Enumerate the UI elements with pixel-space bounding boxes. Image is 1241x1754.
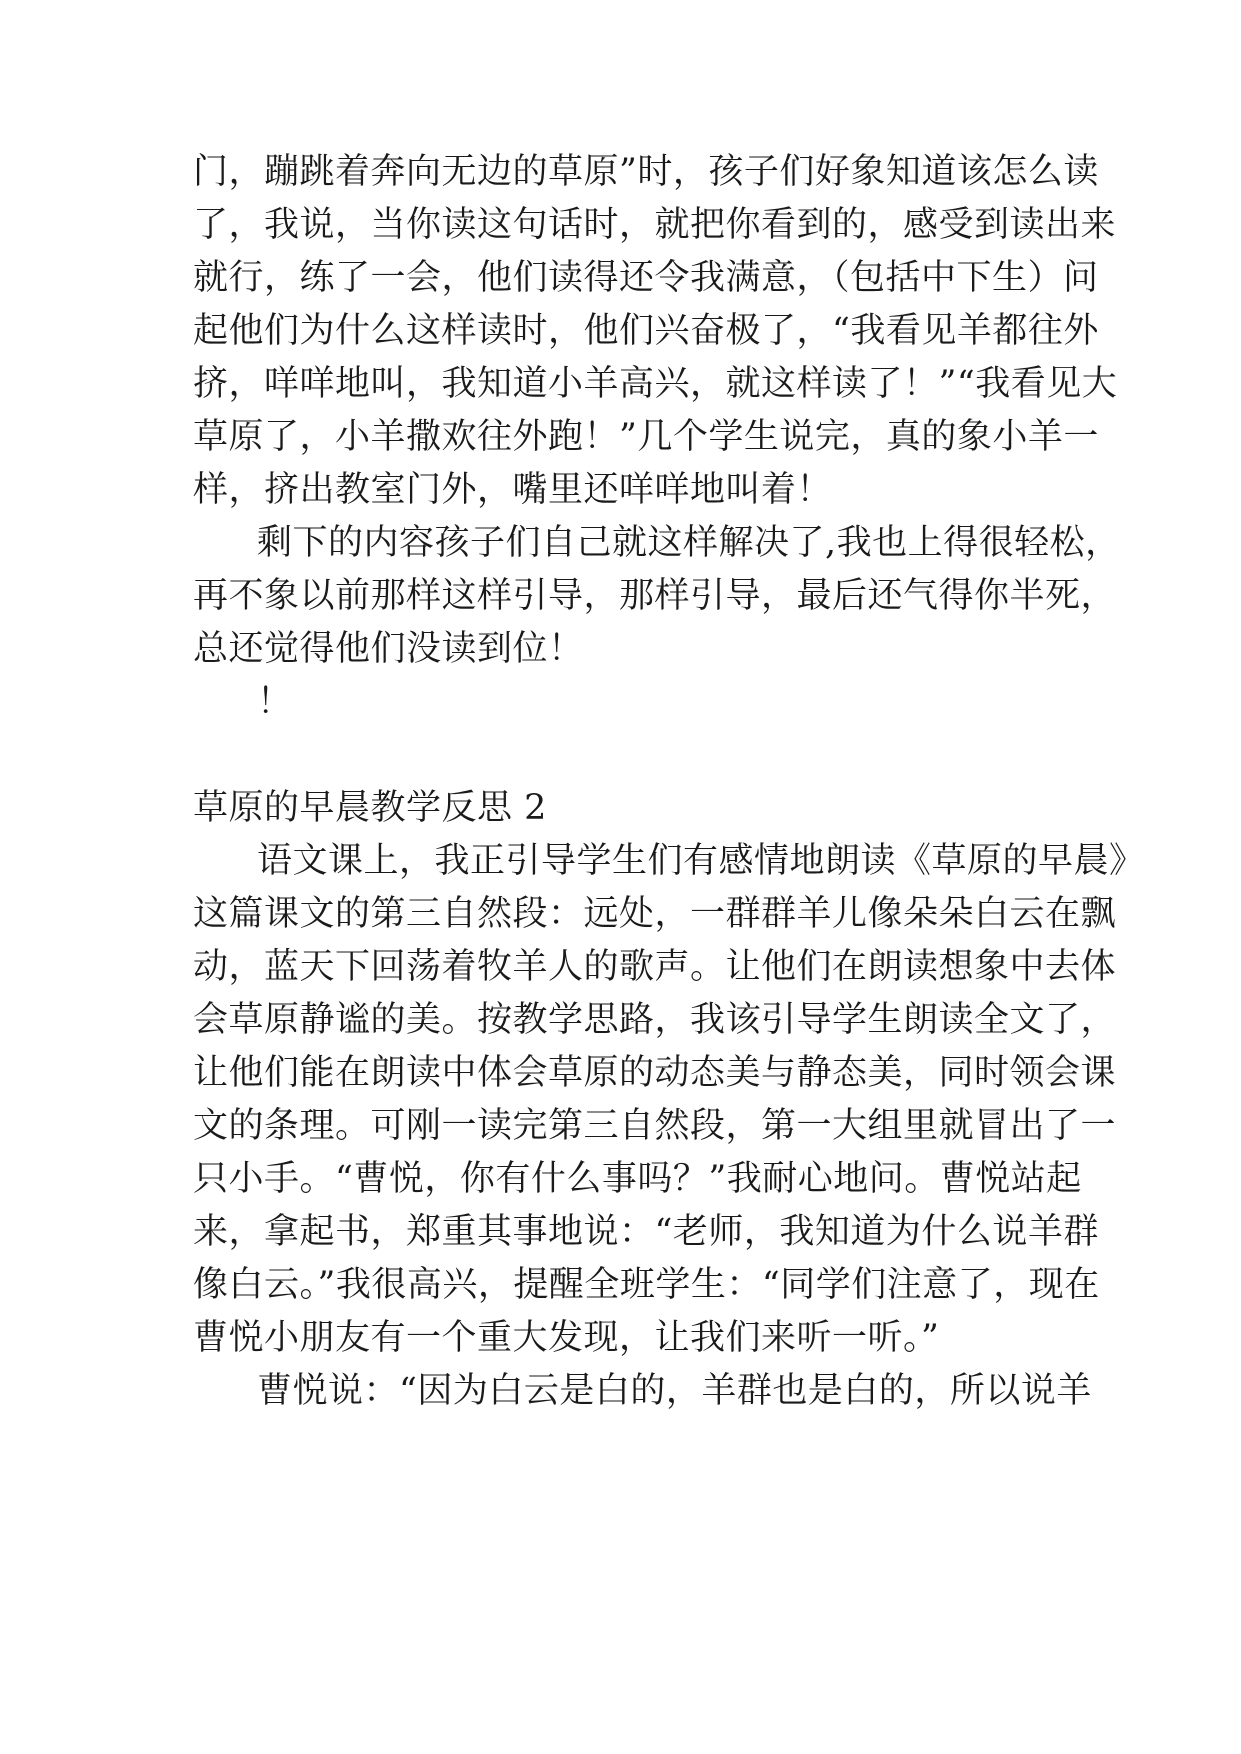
- text-line: 就行，练了一会，他们读得还令我满意，（包括中下生）问: [193, 258, 1099, 298]
- text-line: 草原了，小羊撒欢往外跑！”几个学生说完，真的象小羊一: [193, 417, 1099, 457]
- text-line: 动，蓝天下回荡着牧羊人的歌声。让他们在朗读想象中去体: [193, 947, 1117, 987]
- section-title: 草原的早晨教学反思 2: [193, 788, 547, 828]
- text-line: 了，我说，当你读这句话时，就把你看到的，感受到读出来: [193, 205, 1117, 245]
- text-line: 总还觉得他们没读到位！: [193, 629, 584, 669]
- text-line: 像白云。”我很高兴，提醒全班学生：“同学们注意了，现在: [193, 1265, 1100, 1305]
- text-line: 挤，咩咩地叫，我知道小羊高兴，就这样读了！”“我看见大: [193, 364, 1118, 404]
- text-line: 曹悦小朋友有一个重大发现，让我们来听一听。”: [193, 1318, 940, 1358]
- text-line: 再不象以前那样这样引导，那样引导，最后还气得你半死，: [193, 576, 1117, 616]
- text-line: 剩下的内容孩子们自己就这样解决了,我也上得很轻松，: [257, 523, 1121, 563]
- text-line: 门，蹦跳着奔向无边的草原”时，孩子们好象知道该怎么读: [193, 152, 1099, 192]
- text-line: 来，拿起书，郑重其事地说：“老师，我知道为什么说羊群: [193, 1212, 1099, 1252]
- text-line: 只小手。“曹悦，你有什么事吗？”我耐心地问。曹悦站起: [193, 1159, 1082, 1199]
- exclamation-line: ！: [257, 682, 293, 722]
- text-line: 这篇课文的第三自然段：远处，一群群羊儿像朵朵白云在飘: [193, 894, 1117, 934]
- text-line: 样，挤出教室门外，嘴里还咩咩地叫着！: [193, 470, 833, 510]
- text-line: 语文课上，我正引导学生们有感情地朗读《草原的早晨》: [257, 841, 1145, 881]
- text-line: 起他们为什么这样读时，他们兴奋极了，“我看见羊都往外: [193, 311, 1099, 351]
- text-line: 会草原静谧的美。按教学思路，我该引导学生朗读全文了，: [193, 1000, 1117, 1040]
- text-line: 文的条理。可刚一读完第三自然段，第一大组里就冒出了一: [193, 1106, 1117, 1146]
- text-line: 让他们能在朗读中体会草原的动态美与静态美，同时领会课: [193, 1053, 1117, 1093]
- text-line: 曹悦说：“因为白云是白的，羊群也是白的，所以说羊: [257, 1371, 1092, 1411]
